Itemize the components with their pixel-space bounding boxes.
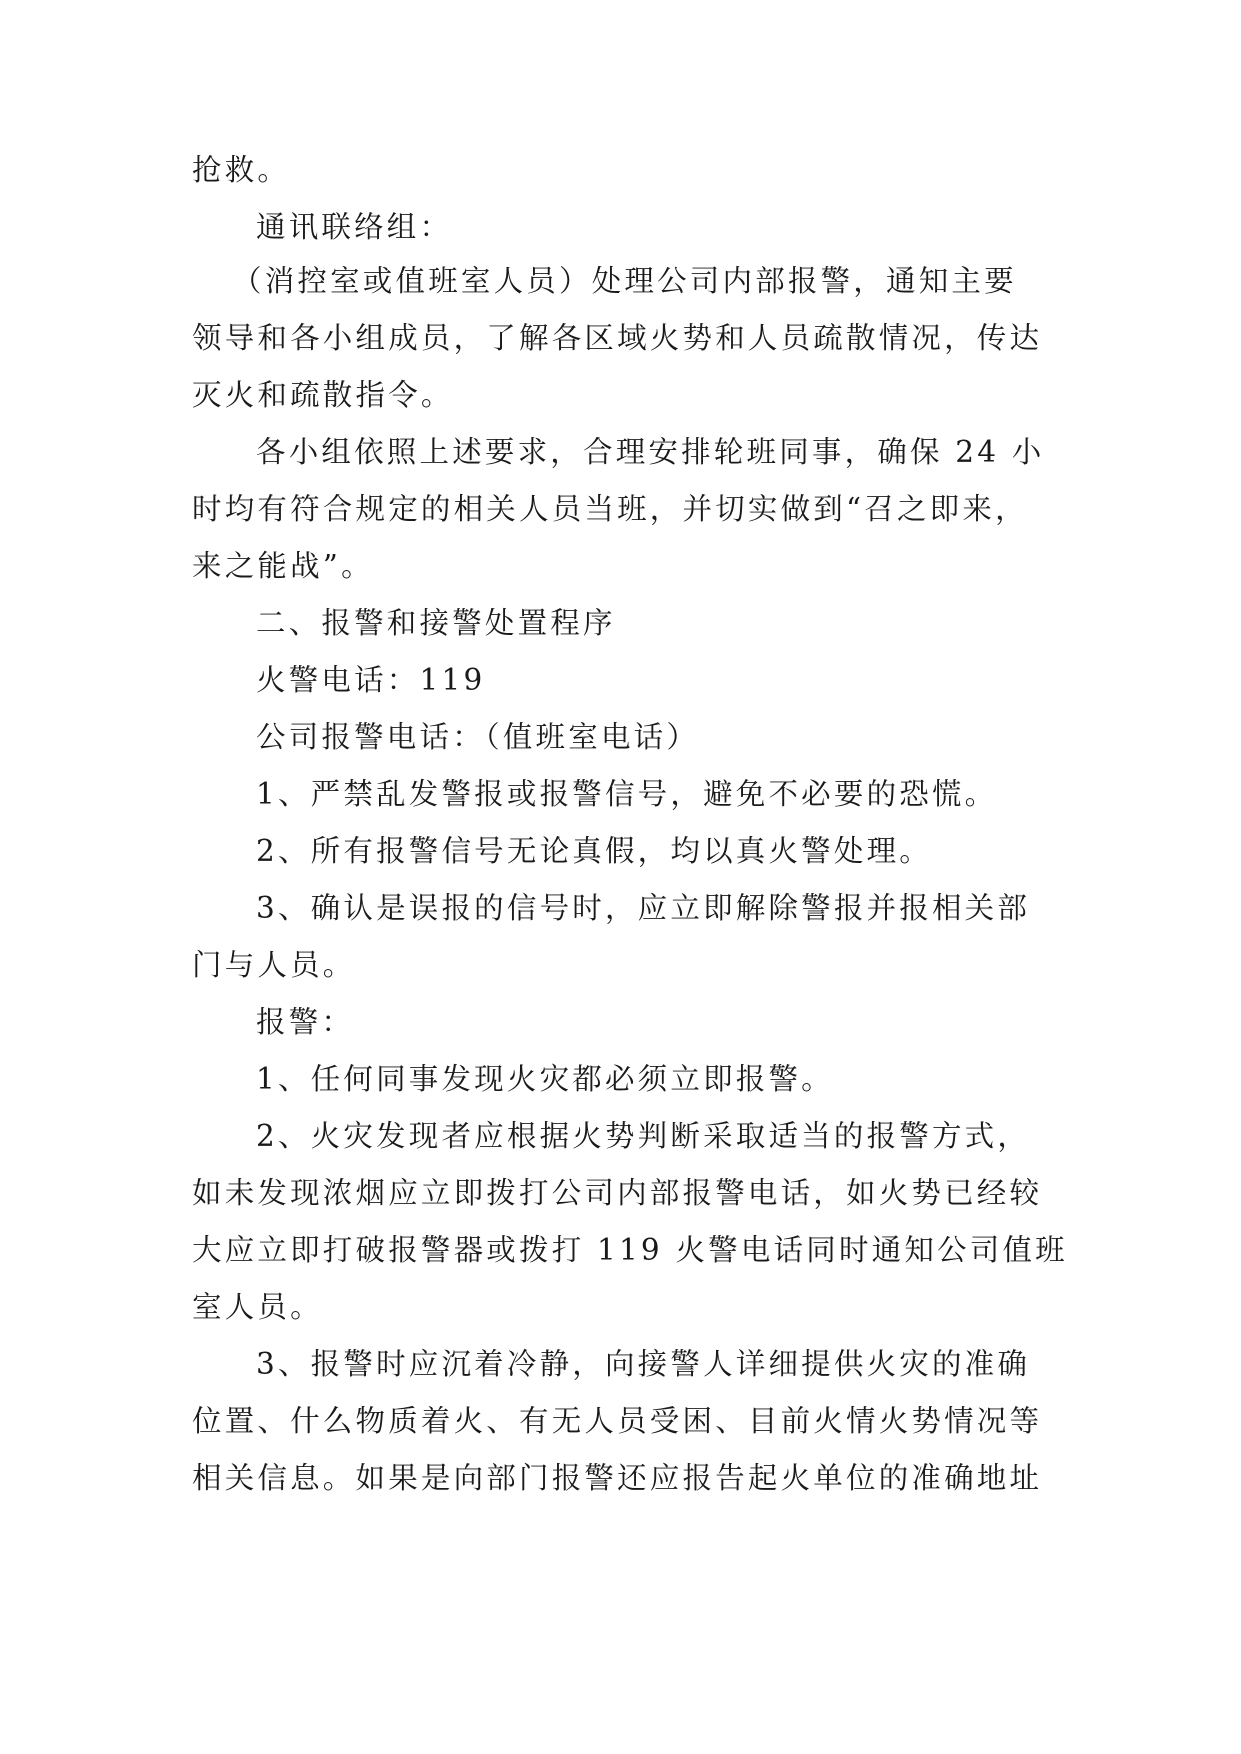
text-line: 室人员。	[192, 1290, 323, 1324]
list-item: 1、严禁乱发警报或报警信号，避免不必要的恐慌。	[256, 777, 998, 811]
text-line: 门与人员。	[192, 948, 356, 982]
text-line: （消控室或值班室人员）处理公司内部报警，通知主要	[232, 264, 1017, 298]
text-line: 抢救。	[192, 153, 291, 187]
list-item: 3、报警时应沉着冷静，向接警人详细提供火灾的准确	[256, 1347, 1031, 1381]
section-heading: 通讯联络组：	[256, 210, 453, 244]
list-item: 2、火灾发现者应根据火势判断采取适当的报警方式，	[256, 1119, 1031, 1153]
list-item: 3、确认是误报的信号时，应立即解除警报并报相关部	[256, 891, 1031, 925]
text-line: 火警电话：119	[256, 663, 486, 697]
text-line: 灭火和疏散指令。	[192, 378, 454, 412]
list-item: 2、所有报警信号无论真假，均以真火警处理。	[256, 834, 932, 868]
text-line: 领导和各小组成员，了解各区域火势和人员疏散情况，传达	[192, 321, 1043, 355]
section-heading: 二、报警和接警处置程序	[256, 606, 616, 640]
text-line: 位置、什么物质着火、有无人员受困、目前火情火势情况等	[192, 1404, 1043, 1438]
text-line: 各小组依照上述要求，合理安排轮班同事，确保 24 小	[256, 435, 1045, 469]
text-line: 公司报警电话：（值班室电话）	[256, 720, 700, 754]
section-heading: 报警：	[256, 1005, 355, 1039]
text-line: 时均有符合规定的相关人员当班，并切实做到“召之即来，	[192, 492, 1028, 526]
text-line: 如未发现浓烟应立即拨打公司内部报警电话，如火势已经较	[192, 1176, 1043, 1210]
text-line: 来之能战”。	[192, 549, 374, 583]
text-line: 大应立即打破报警器或拨打 119 火警电话同时通知公司值班	[192, 1233, 1068, 1267]
list-item: 1、任何同事发现火灾都必须立即报警。	[256, 1062, 834, 1096]
text-line: 相关信息。如果是向部门报警还应报告起火单位的准确地址	[192, 1461, 1043, 1495]
